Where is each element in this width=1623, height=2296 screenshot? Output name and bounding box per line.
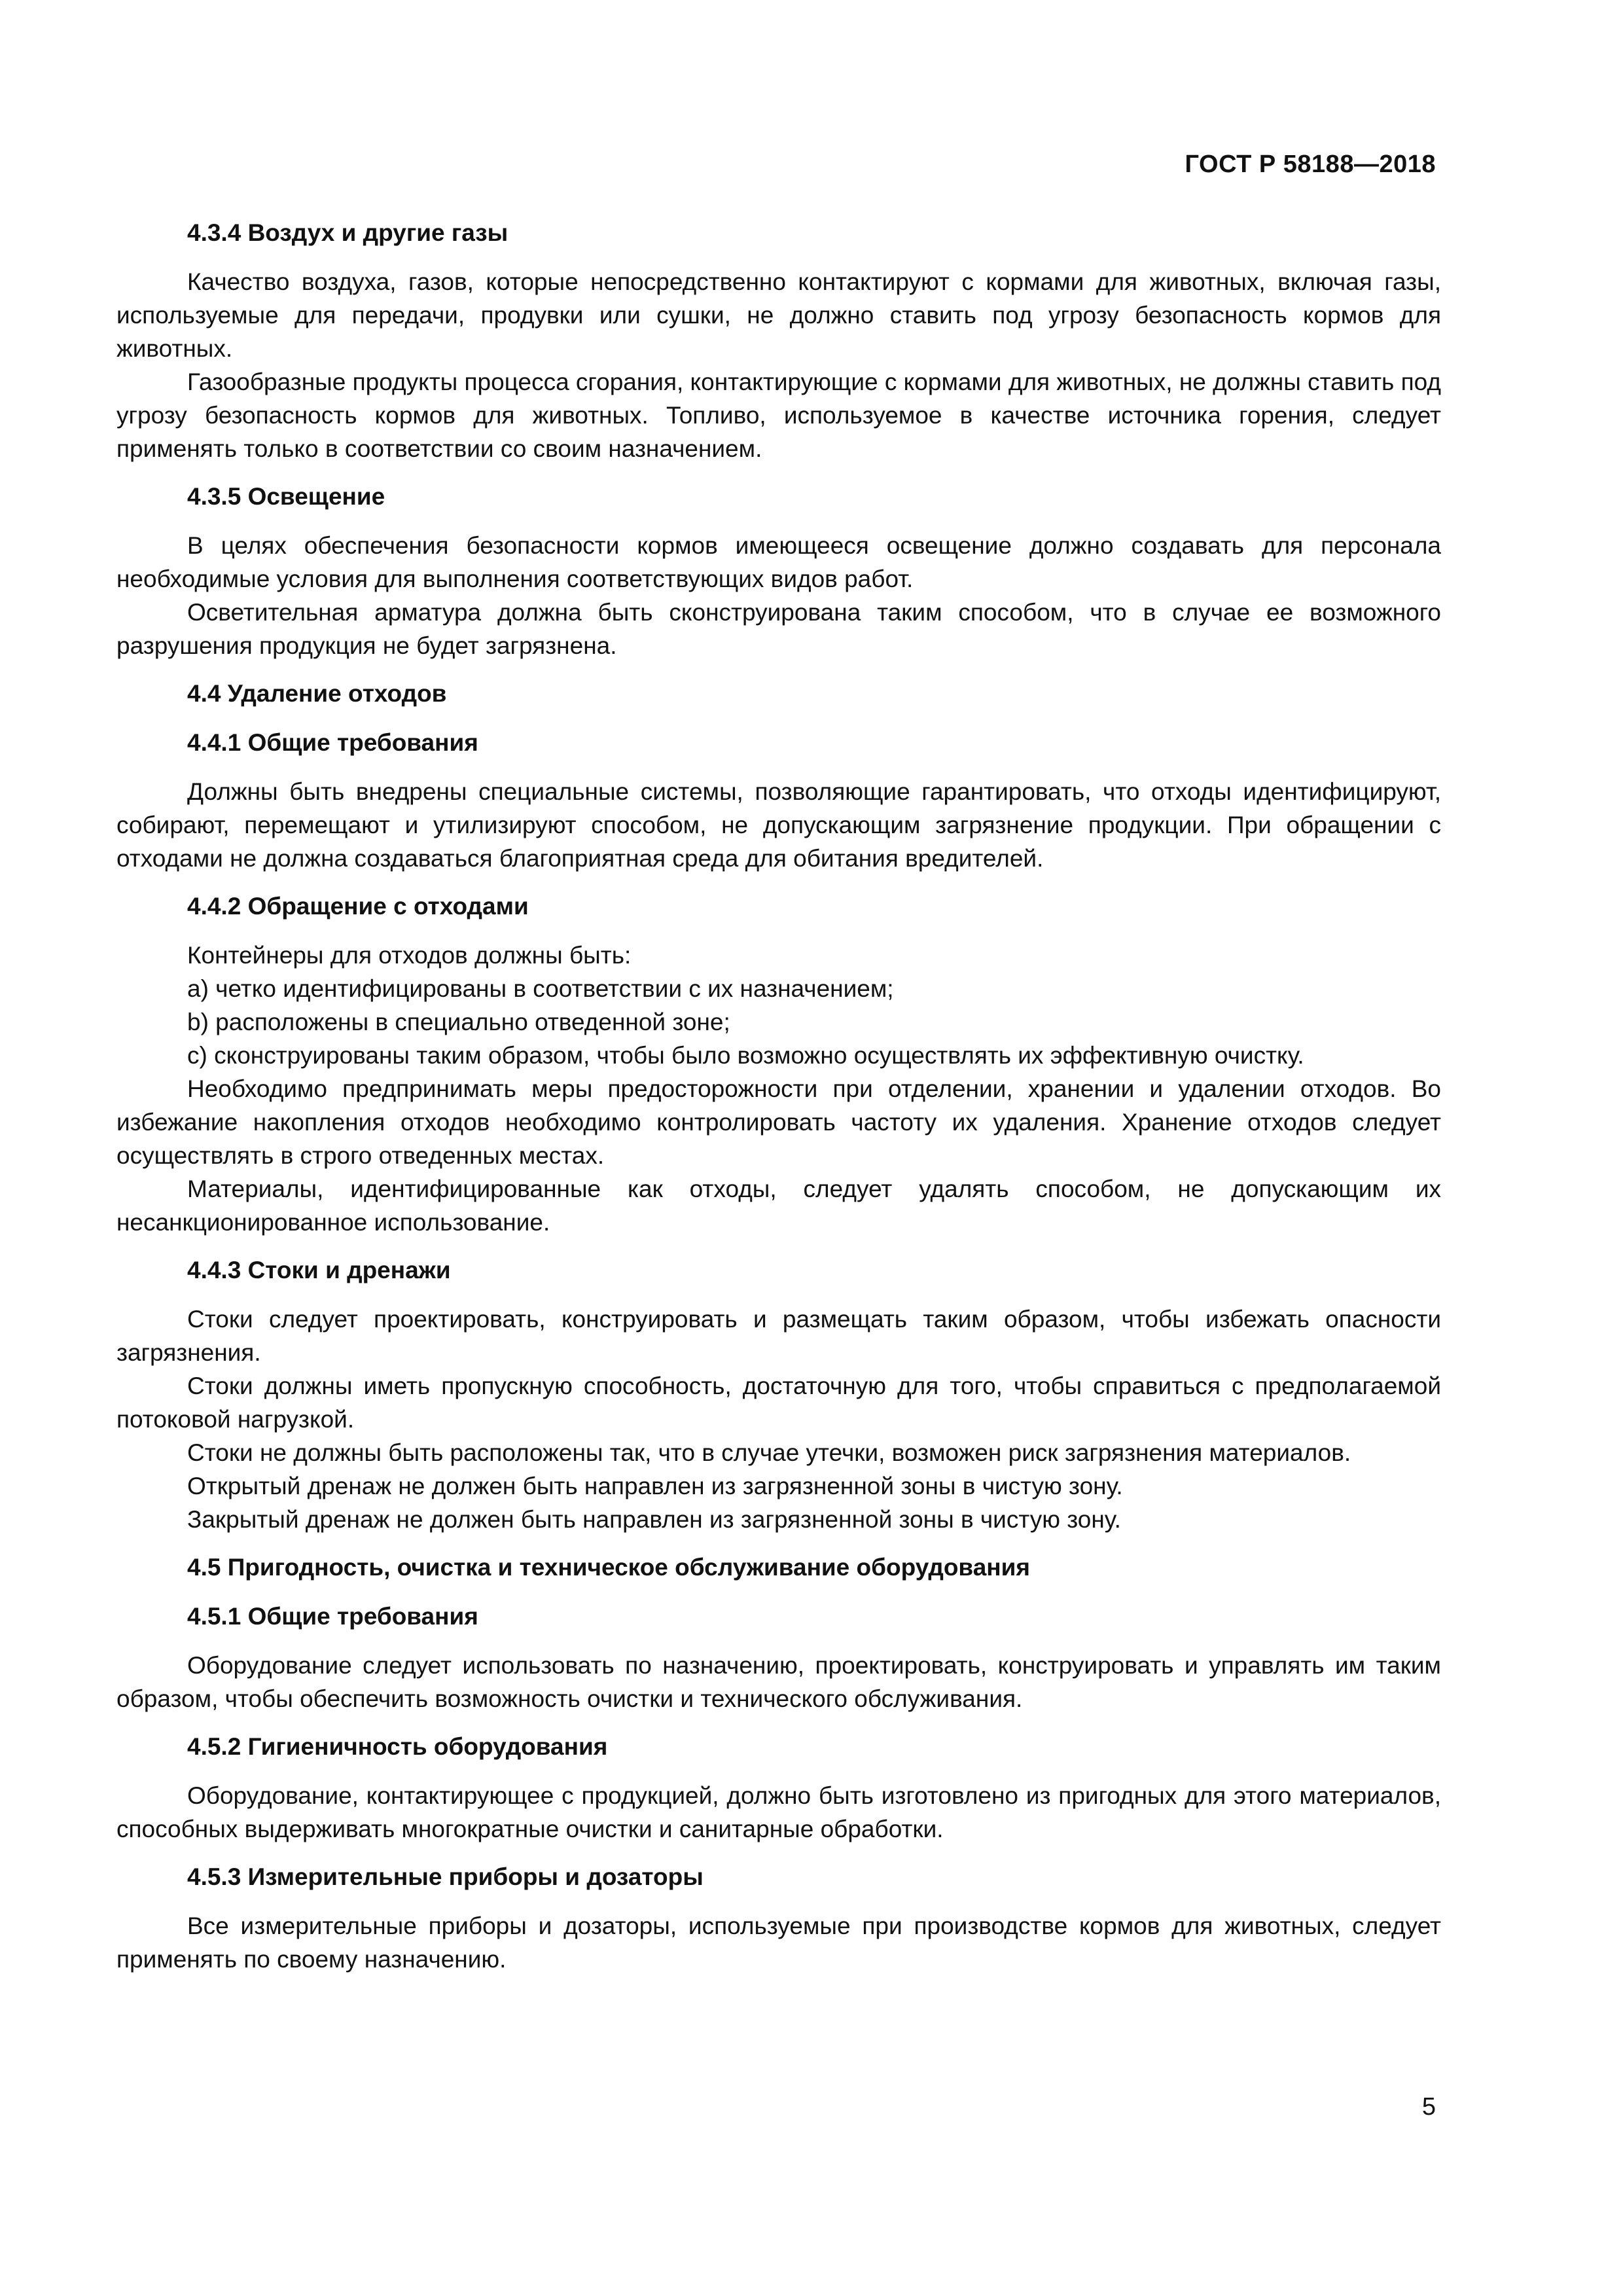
paragraph: Материалы, идентифицированные как отходы, следует удалять способом, не допускающим их несанкционированное использование. <box>116 1175 1441 1236</box>
paragraph: Осветительная арматура должна быть сконструирована таким способом, что в случае ее возможного разрушения продукция не будет загрязнена. <box>116 599 1441 659</box>
paragraph: Необходимо предпринимать меры предосторожности при отделении, хранении и удалении отходов. Во избежание накопления отходов необходимо контролировать частоту их удаления. Хранение отходов следует осуществлять в строго отведенных местах. <box>116 1075 1441 1169</box>
list-item: a) четко идентифицированы в соответствии с их назначением; <box>187 975 894 1002</box>
paragraph: Все измерительные приборы и дозаторы, используемые при производстве кормов для животных, следует применять по своему назначению. <box>116 1912 1441 1973</box>
list-item: c) сконструированы таким образом, чтобы было возможно осуществлять их эффективную очистку. <box>187 1042 1304 1069</box>
paragraph: Контейнеры для отходов должны быть: <box>187 942 632 969</box>
section-heading-4-5-2: 4.5.2 Гигиеничность оборудования <box>187 1733 608 1760</box>
paragraph: Качество воздуха, газов, которые непосредственно контактируют с кормами для животных, включая газы, используемые для передачи, продувки или сушки, не должно ставить под угрозу безопасность кормов для животных. <box>116 268 1441 362</box>
paragraph: Закрытый дренаж не должен быть направлен из загрязненной зоны в чистую зону. <box>187 1506 1121 1533</box>
paragraph: Оборудование, контактирующее с продукцией, должно быть изготовлено из пригодных для этого материалов, способных выдерживать многократные очистки и санитарные обработки. <box>116 1782 1441 1842</box>
paragraph: Стоки не должны быть расположены так, что в случае утечки, возможен риск загрязнения материалов. <box>187 1439 1351 1466</box>
paragraph: В целях обеспечения безопасности кормов имеющееся освещение должно создавать для персонала необходимые условия для выполнения соответствующих видов работ. <box>116 532 1441 592</box>
paragraph: Должны быть внедрены специальные системы, позволяющие гарантировать, что отходы идентифицируют, собирают, перемещают и утилизируют способом, не допускающим загрязнение продукции. При обращении с отходами не должна создаваться благоприятная среда для обитания вредителей. <box>116 778 1441 872</box>
section-heading-4-4-1: 4.4.1 Общие требования <box>187 729 478 756</box>
paragraph: Открытый дренаж не должен быть направлен из загрязненной зоны в чистую зону. <box>187 1473 1123 1499</box>
section-heading-4-5-3: 4.5.3 Измерительные приборы и дозаторы <box>187 1863 704 1890</box>
document-body <box>116 216 1441 1976</box>
section-heading-4-4: 4.4 Удаление отходов <box>187 680 447 707</box>
page-number: 5 <box>1421 2093 1436 2121</box>
section-heading-4-3-5: 4.3.5 Освещение <box>187 483 385 510</box>
paragraph: Оборудование следует использовать по назначению, проектировать, конструировать и управлять им таким образом, чтобы обеспечить возможность очистки и технического обслуживания. <box>116 1652 1441 1712</box>
section-heading-4-4-2: 4.4.2 Обращение с отходами <box>187 893 529 920</box>
paragraph: Стоки должны иметь пропускную способность, достаточную для того, чтобы справиться с предполагаемой потоковой нагрузкой. <box>116 1372 1441 1433</box>
section-heading-4-3-4: 4.3.4 Воздух и другие газы <box>187 219 508 246</box>
paragraph: Газообразные продукты процесса сгорания, контактирующие с кормами для животных, не должны ставить под угрозу безопасность кормов для животных. Топливо, используемое в качестве источника горения, следует применять только в соответствии со своим назначением. <box>116 368 1441 462</box>
section-heading-4-5-1: 4.5.1 Общие требования <box>187 1603 478 1630</box>
section-heading-4-4-3: 4.4.3 Стоки и дренажи <box>187 1257 451 1283</box>
list-item: b) расположены в специально отведенной зоне; <box>187 1009 730 1035</box>
section-heading-4-5: 4.5 Пригодность, очистка и техническое обслуживание оборудования <box>187 1554 1030 1581</box>
paragraph: Стоки следует проектировать, конструировать и размещать таким образом, чтобы избежать опасности загрязнения. <box>116 1306 1441 1366</box>
document-code: ГОСТ Р 58188—2018 <box>1185 151 1436 178</box>
